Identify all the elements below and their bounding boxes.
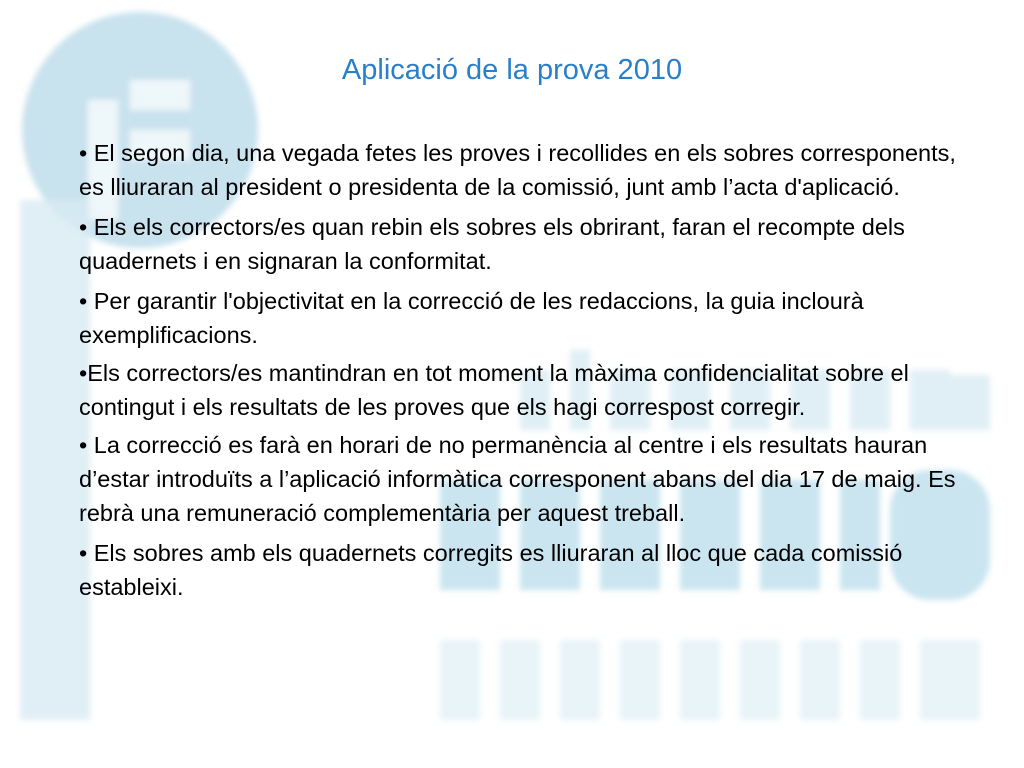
bullet-item: • Els sobres amb els quadernets corregits es lliuraran al lloc que cada comissió estableixi.: [79, 540, 903, 600]
bullet-item: • Per garantir l'objectivitat en la correcció de les redaccions, la guia inclourà exemplificacions.: [79, 288, 864, 348]
bullet-item: • El segon dia, una vegada fetes les proves i recollides en els sobres corresponents, es lliuraran al president o presidenta de la comissió, junt amb l’acta d'aplicació.: [79, 140, 956, 200]
slide-title: Aplicació de la prova 2010: [341, 54, 683, 86]
bullet-item: • La correcció es farà en horari de no permanència al centre i els resultats hauran d’estar introduïts a l’aplicació informàtica corresponent abans del dia 17 de maig. Es rebrà una remuneració complementària per aquest treball.: [79, 432, 956, 526]
bullet-list: [79, 136, 959, 610]
bullet-item: • Els els correctors/es quan rebin els sobres els obrirant, faran el recompte dels quadernets i en signaran la conformitat.: [79, 214, 905, 274]
bullet-item: •Els correctors/es mantindran en tot moment la màxima confidencialitat sobre el contingut i els resultats de les proves que els hagi correspost corregir.: [79, 360, 909, 420]
